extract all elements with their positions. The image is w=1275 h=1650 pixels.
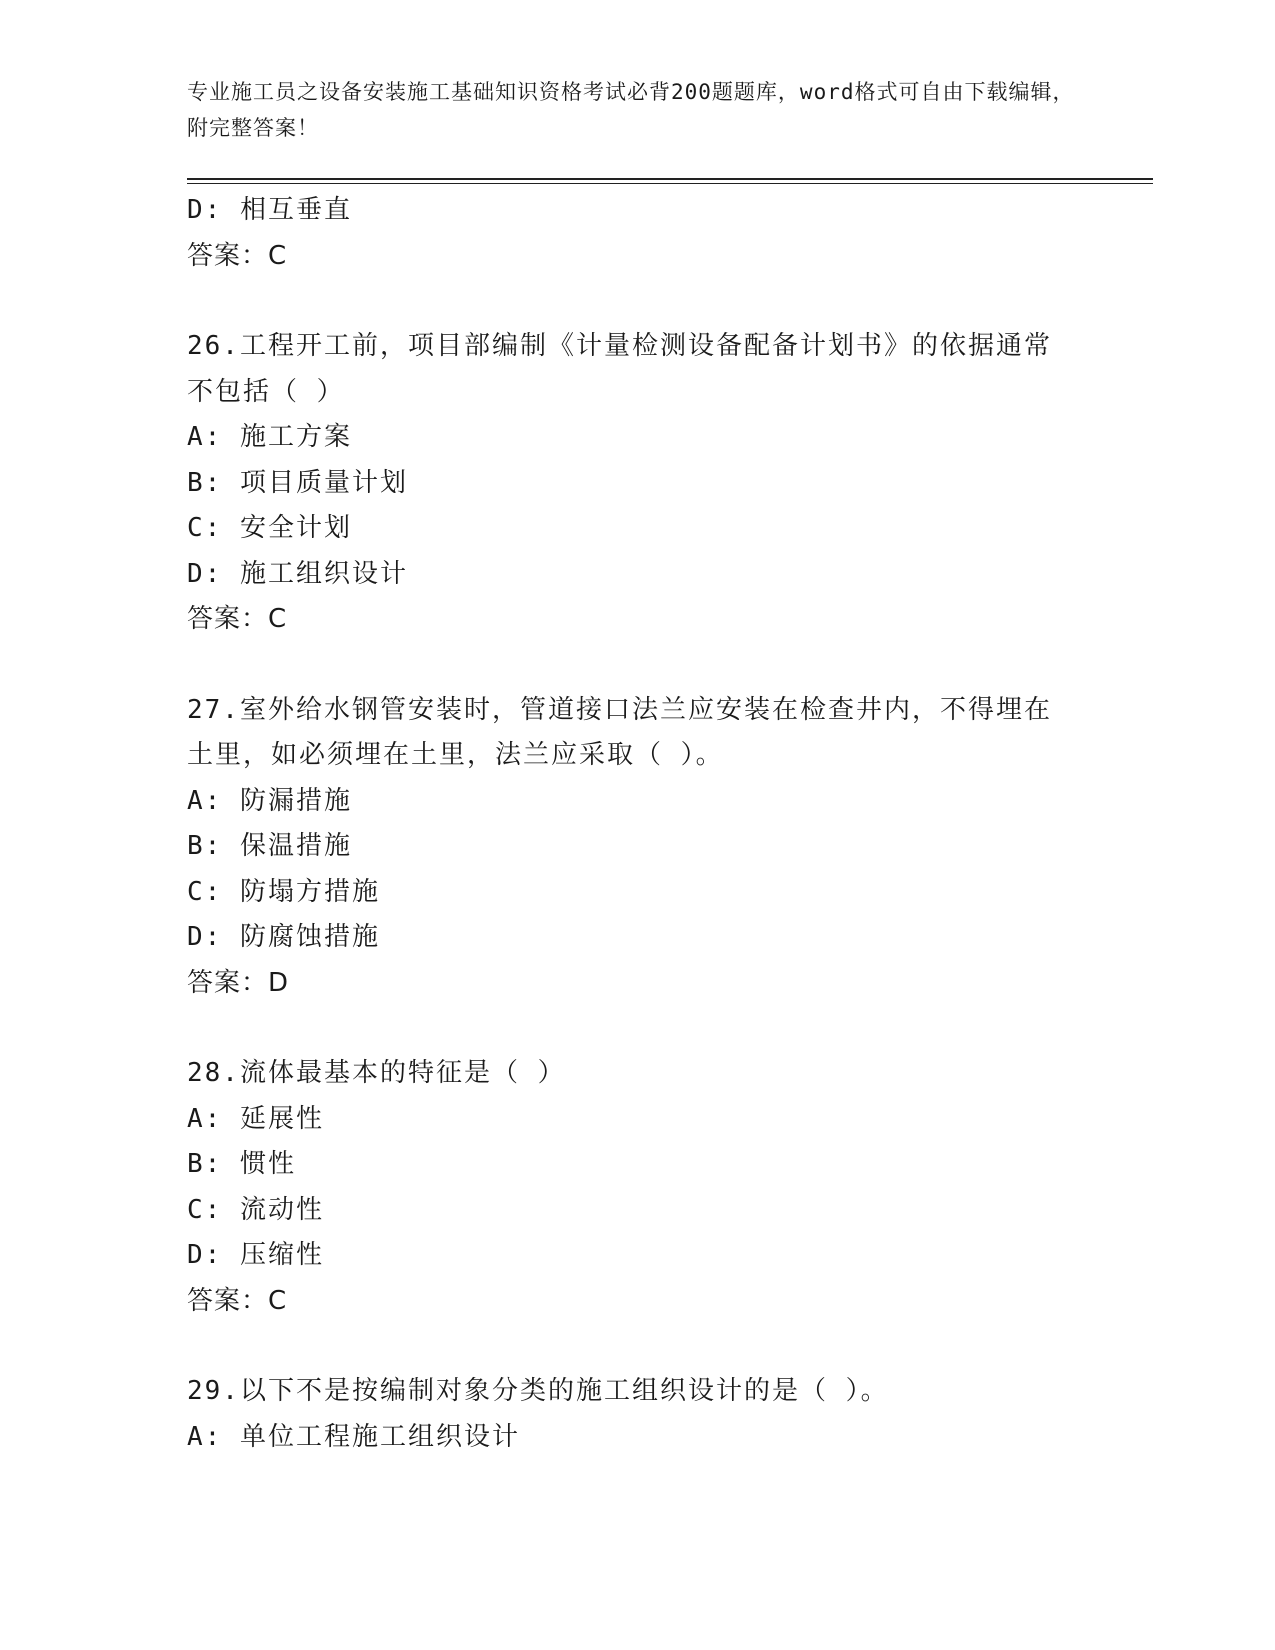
option-a: A: 施工方案 [187, 422, 352, 452]
question-stem-continued: 不包括（ ） [187, 376, 345, 407]
question-stem: 26.工程开工前，项目部编制《计量检测设备配备计划书》的依据通常 [187, 331, 1052, 361]
option-c: C: 安全计划 [187, 513, 352, 543]
question-27 [187, 688, 1087, 1007]
previous-question-tail [187, 188, 1087, 279]
answer-line: 答案：C [187, 604, 288, 634]
option-c: C: 流动性 [187, 1194, 324, 1225]
question-29 [187, 1369, 1087, 1460]
header-rule-thick [187, 178, 1153, 180]
question-stem: 28.流体最基本的特征是（ ） [187, 1058, 566, 1088]
answer-line: 答案：C [187, 1285, 288, 1316]
question-stem-continued: 土里，如必须埋在土里，法兰应采取（ ）。 [187, 740, 724, 770]
document-header: 专业施工员之设备安装施工基础知识资格考试必背200题题库，word格式可自由下载编辑，附完整答案！ [187, 80, 1075, 140]
question-28 [187, 1051, 1087, 1324]
option-b: B: 惯性 [187, 1149, 296, 1179]
option-a: A: 延展性 [187, 1103, 324, 1134]
option-b: B: 保温措施 [187, 831, 352, 861]
option-a: A: 单位工程施工组织设计 [187, 1421, 520, 1452]
question-26 [187, 324, 1087, 643]
option-d: D: 相互垂直 [187, 195, 352, 225]
option-d: D: 压缩性 [187, 1240, 324, 1270]
option-c: C: 防塌方措施 [187, 876, 380, 907]
answer-line: 答案：C [187, 240, 288, 271]
option-b: B: 项目质量计划 [187, 467, 408, 498]
option-d: D: 防腐蚀措施 [187, 922, 380, 952]
header-rule-thin [187, 183, 1153, 184]
answer-line: 答案：D [187, 967, 290, 998]
question-stem: 29.以下不是按编制对象分类的施工组织设计的是（ ）。 [187, 1376, 889, 1406]
question-content [187, 188, 1087, 1460]
question-stem: 27.室外给水钢管安装时，管道接口法兰应安装在检查井内，不得埋在 [187, 694, 1052, 725]
option-d: D: 施工组织设计 [187, 558, 408, 589]
option-a: A: 防漏措施 [187, 785, 352, 816]
